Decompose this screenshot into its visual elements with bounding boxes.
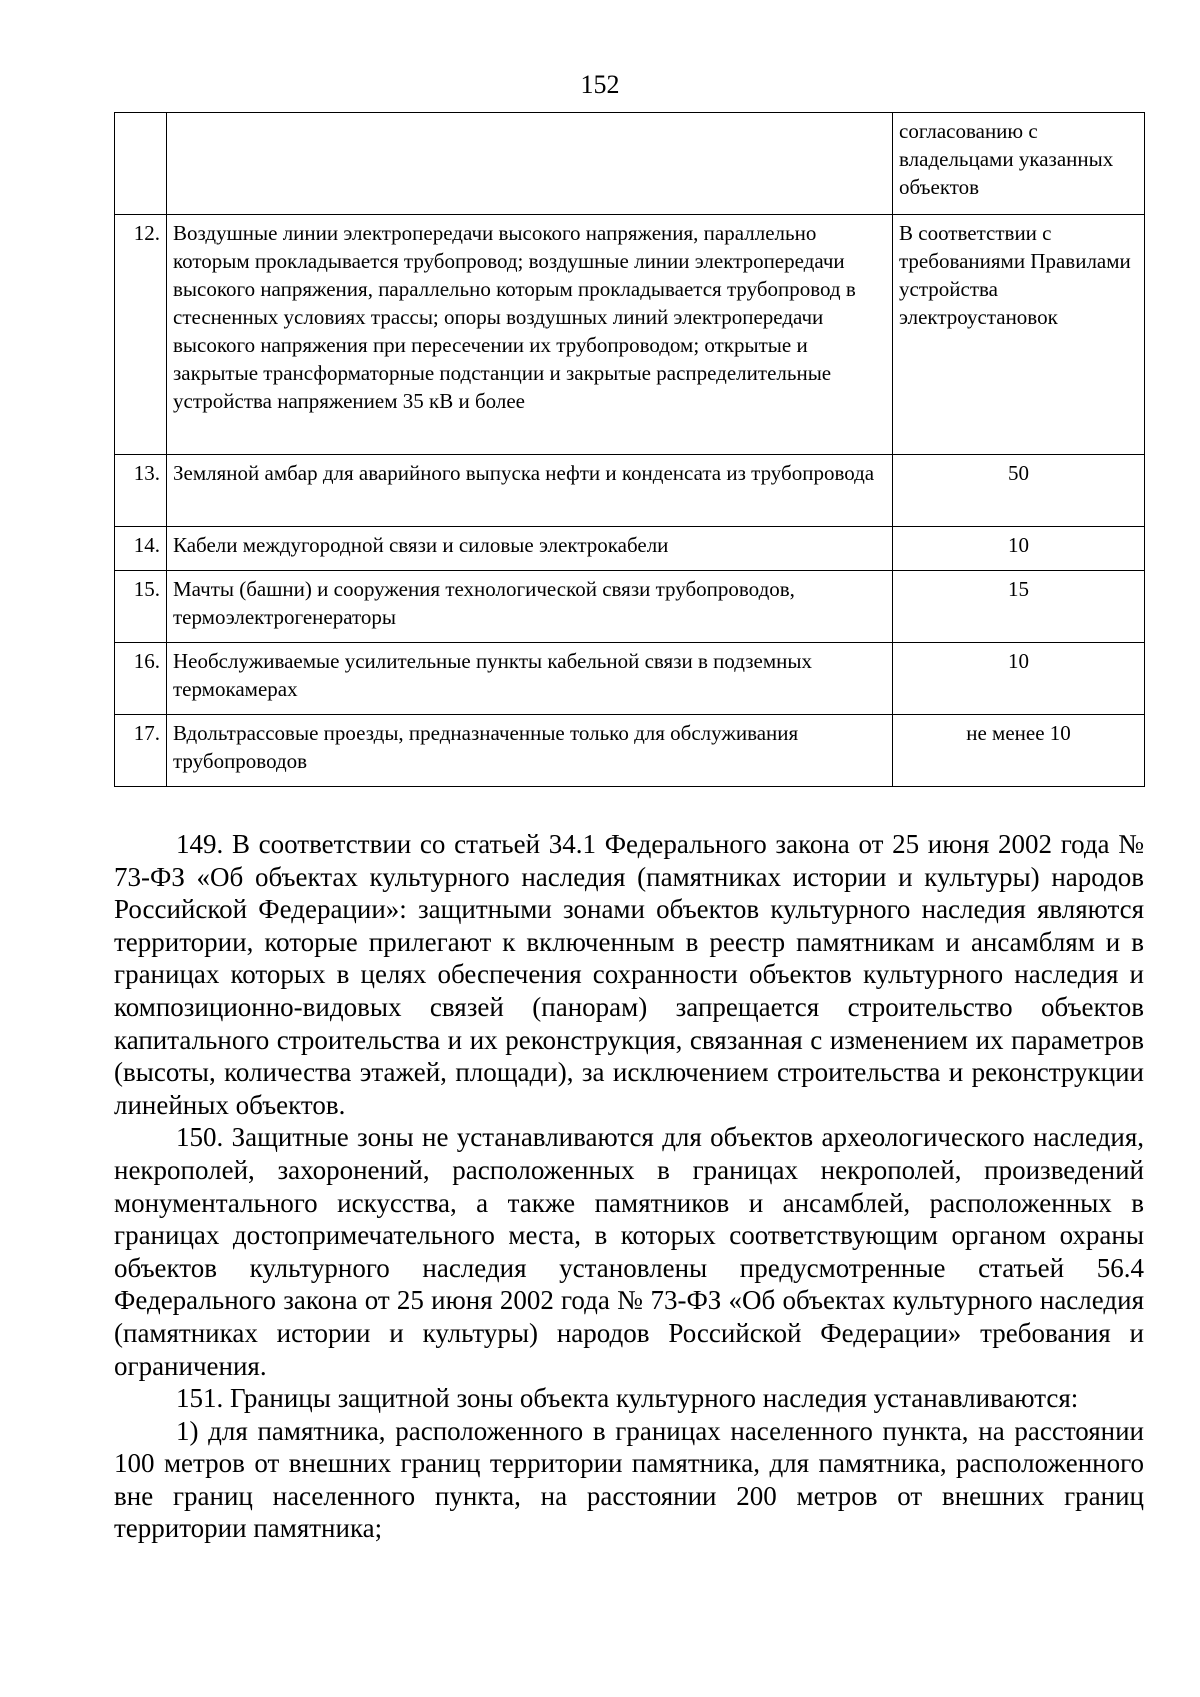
distance-cell: согласованию с владельцами указанных объектов bbox=[893, 113, 1145, 215]
row-number: 16. bbox=[115, 643, 167, 715]
table-row bbox=[115, 455, 1145, 527]
paragraph-151-item-1: 1) для памятника, расположенного в границах населенного пункта, на расстоянии 100 метров от внешних границ территории памятника, для памятника, расположенного вне границ населенного пункта, на расстоянии 200 метров от внешних границ территории памятника; bbox=[114, 1415, 1144, 1544]
row-number: 14. bbox=[115, 527, 167, 571]
distance-cell: 10 bbox=[893, 643, 1145, 715]
paragraph-149: 149. В соответствии со статьей 34.1 Федерального закона от 25 июня 2002 года № 73-ФЗ «Об объектах культурного наследия (памятниках истории и культуры) народов Российской Федерации»: защитными зонами объектов культурного наследия являются территории, которые прилегают к включенным в реестр памятникам и ансамблям и в границах которых в целях обеспечения сохранности объектов культурного наследия и композиционно-видовых связей (панорам) запрещается строительство объектов капитального строительства и их реконструкция, связанная с изменением их параметров (высоты, количества этажей, площади), за исключением строительства и реконструкции линейных объектов. bbox=[114, 829, 1144, 1120]
distance-cell: 50 bbox=[893, 455, 1145, 527]
body-text bbox=[114, 828, 1144, 1545]
table-row bbox=[115, 715, 1145, 787]
object-cell: Кабели междугородной связи и силовые электрокабели bbox=[167, 527, 893, 571]
row-number bbox=[115, 113, 167, 215]
distance-cell: В соответствии с требованиями Правилами устройства электроустановок bbox=[893, 215, 1145, 455]
page-number: 152 bbox=[580, 70, 620, 99]
row-number: 15. bbox=[115, 571, 167, 643]
paragraph-151: 151. Границы защитной зоны объекта культурного наследия устанавливаются: bbox=[176, 1383, 1079, 1414]
table-row bbox=[115, 571, 1145, 643]
distance-table bbox=[114, 112, 1145, 787]
object-cell: Вдольтрассовые проезды, предназначенные только для обслуживания трубопроводов bbox=[167, 715, 893, 787]
object-cell: Земляной амбар для аварийного выпуска нефти и конденсата из трубопровода bbox=[167, 455, 893, 527]
table-row bbox=[115, 643, 1145, 715]
distance-cell: не менее 10 bbox=[893, 715, 1145, 787]
distance-cell: 15 bbox=[893, 571, 1145, 643]
object-cell: Воздушные линии электропередачи высокого напряжения, параллельно которым прокладывается трубопровод; воздушные линии электропередачи высокого напряжения, параллельно которым прокладывается трубопровод в стесненных условиях трассы; опоры воздушных линий электропередачи высокого напряжения при пересечении их трубопроводом; открытые и закрытые трансформаторные подстанции и закрытые распределительные устройства напряжением 35 кВ и более bbox=[167, 215, 893, 455]
distance-cell: 10 bbox=[893, 527, 1145, 571]
object-cell: Мачты (башни) и сооружения технологической связи трубопроводов, термоэлектрогенераторы bbox=[167, 571, 893, 643]
row-number: 17. bbox=[115, 715, 167, 787]
row-number: 12. bbox=[115, 215, 167, 455]
row-number: 13. bbox=[115, 455, 167, 527]
paragraph-150: 150. Защитные зоны не устанавливаются для объектов археологического наследия, некрополей, захоронений, расположенных в границах некрополей, произведений монументального искусства, а также памятников и ансамблей, расположенных в границах достопримечательного места, в которых соответствующим органом охраны объектов культурного наследия установлены предусмотренные статьей 56.4 Федерального закона от 25 июня 2002 года № 73-ФЗ «Об объектах культурного наследия (памятниках истории и культуры) народов Российской Федерации» требования и ограничения. bbox=[114, 1122, 1144, 1381]
table-row bbox=[115, 527, 1145, 571]
table-row bbox=[115, 215, 1145, 455]
object-cell: Необслуживаемые усилительные пункты кабельной связи в подземных термокамерах bbox=[167, 643, 893, 715]
object-cell bbox=[167, 113, 893, 215]
table-row bbox=[115, 113, 1145, 215]
